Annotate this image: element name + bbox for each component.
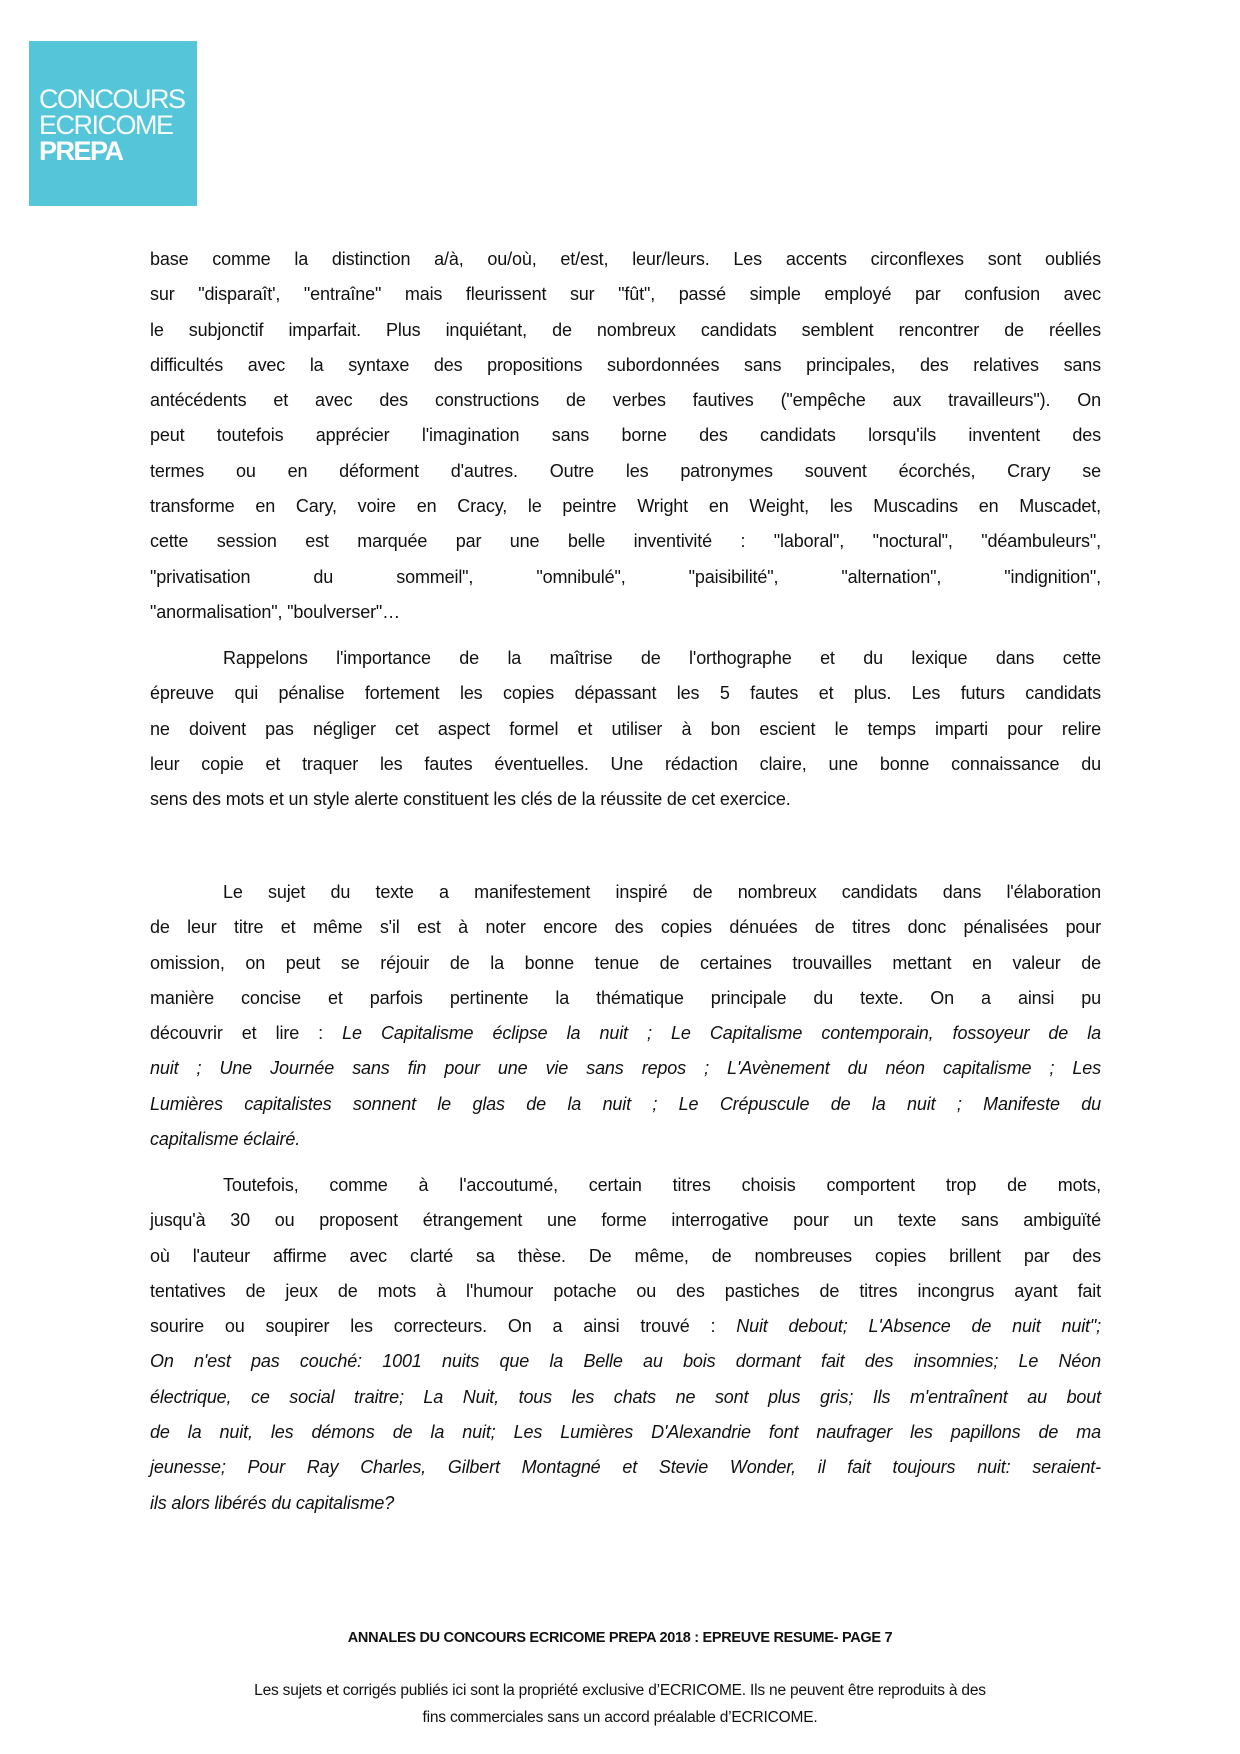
- text-line: [150, 747, 1101, 782]
- body-text: omission, on peut se réjouir de la bonne tenue de certaines trouvailles mettant en valeur de: [150, 952, 1101, 973]
- text-line: [150, 1486, 1101, 1521]
- quoted-title-text: électrique, ce social traitre; La Nuit, tous les chats ne sont plus gris; Ils m'entraînent au bout: [150, 1386, 1101, 1407]
- text-line: [150, 1380, 1101, 1415]
- ecricome-logo: [29, 41, 197, 206]
- quoted-title-text: Lumières capitalistes sonnent le glas de la nuit ; Le Crépuscule de la nuit ; Manifeste du: [150, 1093, 1101, 1114]
- quoted-title-text: Nuit debout; L'Absence de nuit nuit";: [736, 1316, 1101, 1337]
- body-text: difficultés avec la syntaxe des propositions subordonnées sans principales, des relatives sans: [150, 354, 1101, 375]
- body-text: peut toutefois apprécier l'imagination sans borne des candidats lorsqu'ils inventent des: [150, 425, 1101, 446]
- text-line: [150, 1274, 1101, 1309]
- text-line: [150, 1051, 1101, 1086]
- footer-note-line: fins commerciales sans un accord préalable d’ECRICOME.: [422, 1709, 818, 1726]
- body-text: jusqu'à 30 ou proposent étrangement une forme interrogative pour un texte sans ambiguïté: [150, 1210, 1101, 1231]
- text-line: [150, 277, 1101, 312]
- body-text: manière concise et parfois pertinente la thématique principale du texte. On a ainsi pu: [150, 987, 1101, 1008]
- body-text: où l'auteur affirme avec clarté sa thèse. De même, de nombreuses copies brillent par des: [150, 1245, 1101, 1266]
- text-line: [150, 383, 1101, 418]
- quoted-title-text: nuit ; Une Journée sans fin pour une vie sans repos ; L'Avènement du néon capitalisme ; Les: [150, 1058, 1101, 1079]
- text-line: [150, 946, 1101, 981]
- text-line: [150, 1203, 1101, 1238]
- body-text: leur copie et traquer les fautes éventuelles. Une rédaction claire, une bonne connaissance du: [150, 753, 1101, 774]
- text-line: [150, 981, 1101, 1016]
- text-line: [150, 1309, 1101, 1344]
- quoted-title-text: ils alors libérés du capitalisme?: [150, 1492, 395, 1513]
- text-line: [150, 489, 1101, 524]
- quoted-title-text: Le Capitalisme éclipse la nuit ; Le Capitalisme contemporain, fossoyeur de la: [342, 1023, 1101, 1044]
- text-line: [150, 641, 1101, 676]
- text-line: [150, 1122, 1101, 1157]
- quoted-title-text: jeunesse; Pour Ray Charles, Gilbert Montagné et Stevie Wonder, il fait toujours nuit: seraient-: [150, 1457, 1101, 1478]
- body-text: tentatives de jeux de mots à l'humour potache ou des pastiches de titres incongrus ayant fait: [150, 1280, 1101, 1301]
- paragraph-spelling-errors: [150, 242, 1101, 630]
- text-line: [150, 1016, 1101, 1051]
- text-line: [150, 875, 1101, 910]
- paragraph-titles-criticism: [150, 1168, 1101, 1521]
- footer-copyright-note: [0, 1677, 1240, 1731]
- body-text: sur "disparaît', "entraîne" mais fleurissent sur "fût", passé simple employé par confusion avec: [150, 284, 1101, 305]
- body-text: Rappelons l'importance de la maîtrise de l'orthographe et du lexique dans cette: [223, 648, 1101, 668]
- paragraph-orthography-reminder: [150, 641, 1101, 817]
- body-text: le subjonctif imparfait. Plus inquiétant, de nombreux candidats semblent rencontrer de réelles: [150, 319, 1101, 340]
- body-text: transforme en Cary, voire en Cracy, le peintre Wright en Weight, les Muscadins en Muscadet,: [150, 496, 1101, 517]
- text-line: [150, 454, 1101, 489]
- text-line: [150, 524, 1101, 559]
- body-text: "privatisation du sommeil", "omnibulé", "paisibilité", "alternation", "indignition",: [150, 566, 1101, 587]
- text-line: [150, 1344, 1101, 1379]
- body-text: antécédents et avec des constructions de verbes fautives ("empêche aux travailleurs"). On: [150, 390, 1101, 411]
- footer-title: ANNALES DU CONCOURS ECRICOME PREPA 2018 : EPREUVE RESUME- PAGE 7: [347, 1630, 893, 1646]
- body-text: découvrir et lire :: [150, 1023, 343, 1044]
- text-line: [150, 1415, 1101, 1450]
- quoted-title-text: de la nuit, les démons de la nuit; Les Lumières D'Alexandrie font naufrager les papillons de ma: [150, 1422, 1101, 1443]
- text-line: [150, 348, 1101, 383]
- text-line: [150, 560, 1101, 595]
- body-text: termes ou en déforment d'autres. Outre les patronymes souvent écorchés, Crary se: [150, 460, 1101, 481]
- body-text: base comme la distinction a/à, ou/où, et/est, leur/leurs. Les accents circonflexes sont oubliés: [150, 249, 1101, 269]
- body-text: "anormalisation", "boulverser"…: [150, 601, 401, 622]
- logo-text-concours: CONCOURS: [39, 84, 185, 114]
- body-text: Le sujet du texte a manifestement inspiré de nombreux candidats dans l'élaboration: [223, 882, 1101, 902]
- body-text: sourire ou soupirer les correcteurs. On a ainsi trouvé :: [150, 1316, 737, 1337]
- text-line: [150, 910, 1101, 945]
- body-text: épreuve qui pénalise fortement les copies dépassant les 5 fautes et plus. Les futurs candidats: [150, 683, 1101, 704]
- text-line: [150, 1450, 1101, 1485]
- paragraph-titles-praise: [150, 875, 1101, 1157]
- body-text: sens des mots et un style alerte constituent les clés de la réussite de cet exercice.: [150, 789, 791, 810]
- body-text: de leur titre et même s'il est à noter encore des copies dénuées de titres donc pénalisées pour: [150, 917, 1101, 938]
- body-text: cette session est marquée par une belle inventivité : "laboral", "noctural", "déambuleurs",: [150, 531, 1101, 552]
- footer-note-line: Les sujets et corrigés publiés ici sont la propriété exclusive d’ECRICOME. Ils ne peuvent être reproduits à des: [254, 1682, 986, 1699]
- body-text: ne doivent pas négliger cet aspect formel et utiliser à bon escient le temps imparti pour relire: [150, 718, 1101, 739]
- text-line: [150, 712, 1101, 747]
- text-line: [150, 313, 1101, 348]
- text-line: [150, 595, 1101, 630]
- text-line: [150, 1239, 1101, 1274]
- text-line: [150, 676, 1101, 711]
- text-line: [150, 1168, 1101, 1203]
- quoted-title-text: capitalisme éclairé.: [150, 1129, 301, 1150]
- text-line: [150, 242, 1101, 277]
- logo-text-ecricome: ECRICOME: [39, 110, 173, 140]
- text-line: [150, 782, 1101, 817]
- body-text: Toutefois, comme à l'accoutumé, certain titres choisis comportent trop de mots,: [223, 1175, 1101, 1195]
- quoted-title-text: On n'est pas couché: 1001 nuits que la Belle au bois dormant fait des insomnies; Le Néon: [150, 1351, 1101, 1372]
- logo-text-prepa: PREPA: [39, 136, 123, 166]
- text-line: [150, 418, 1101, 453]
- text-line: [150, 1087, 1101, 1122]
